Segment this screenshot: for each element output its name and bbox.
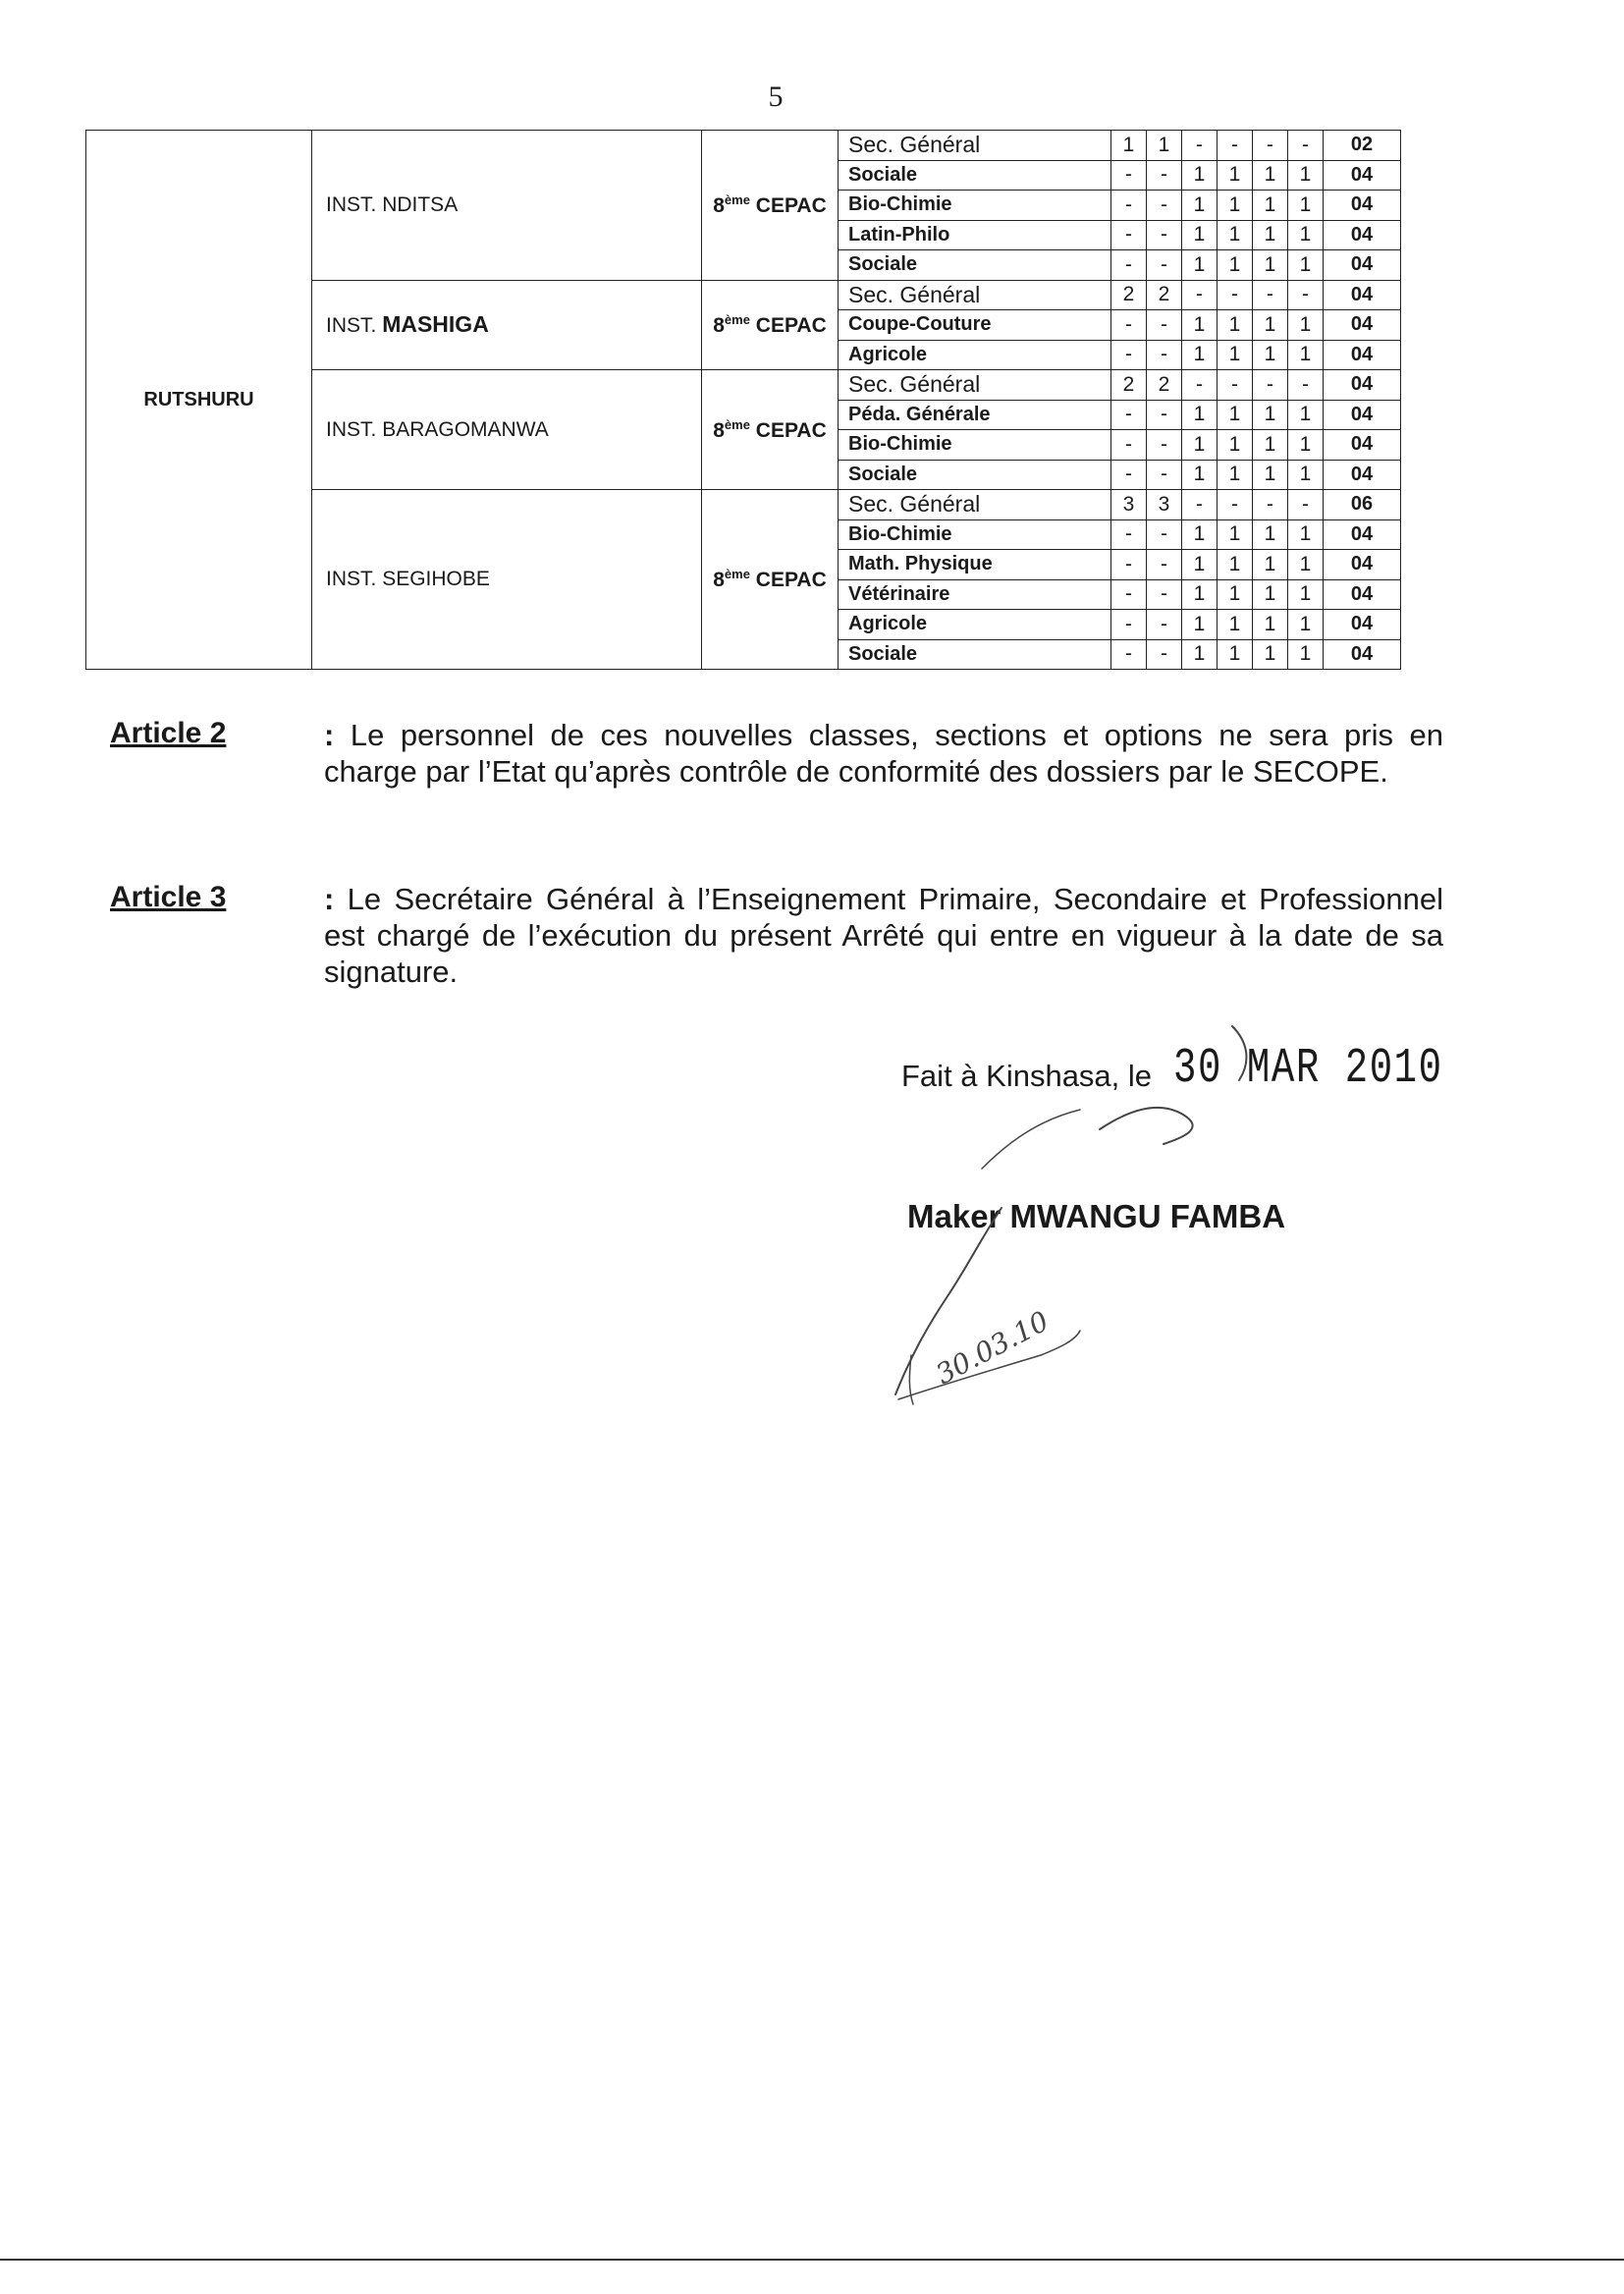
total-cell: 04 <box>1324 370 1401 401</box>
class-count-cell: - <box>1111 340 1147 370</box>
total-cell: 04 <box>1324 519 1401 550</box>
option-name: Bio-Chimie <box>839 430 1111 461</box>
institution-name: INST. BARAGOMANWA <box>312 370 702 490</box>
class-count-cell: - <box>1147 430 1182 461</box>
class-count-cell: 1 <box>1182 519 1218 550</box>
handwritten-date: 30.03.10 <box>930 1304 1055 1392</box>
class-count-cell: 1 <box>1253 430 1288 461</box>
class-count-cell: - <box>1147 250 1182 281</box>
class-count-cell: 1 <box>1218 310 1253 341</box>
total-cell: 04 <box>1324 340 1401 370</box>
class-count-cell: 1 <box>1288 550 1324 580</box>
class-count-cell: - <box>1111 610 1147 640</box>
class-count-cell: 1 <box>1253 460 1288 490</box>
class-count-cell: - <box>1253 280 1288 310</box>
page-number: 5 <box>768 81 784 113</box>
class-count-cell: - <box>1147 460 1182 490</box>
option-name: Latin-Philo <box>839 220 1111 250</box>
total-cell: 04 <box>1324 550 1401 580</box>
class-count-cell: 1 <box>1253 191 1288 221</box>
total-cell: 04 <box>1324 250 1401 281</box>
option-name: Agricole <box>839 610 1111 640</box>
class-count-cell: 1 <box>1253 639 1288 670</box>
class-count-cell: 1 <box>1218 460 1253 490</box>
option-name: Sociale <box>839 460 1111 490</box>
class-count-cell: - <box>1111 250 1147 281</box>
class-count-cell: 2 <box>1147 370 1182 401</box>
class-count-cell: 1 <box>1182 639 1218 670</box>
class-count-cell: - <box>1111 430 1147 461</box>
institution-name: INST. SEGIHOBE <box>312 490 702 670</box>
network-cell: 8ème CEPAC <box>702 131 839 281</box>
class-count-cell: - <box>1147 160 1182 191</box>
class-count-cell: 1 <box>1182 310 1218 341</box>
class-count-cell: 1 <box>1218 160 1253 191</box>
article-3-label: Article 3 <box>110 881 227 913</box>
class-count-cell: 1 <box>1218 610 1253 640</box>
class-count-cell: - <box>1182 490 1218 520</box>
class-count-cell: 1 <box>1253 310 1288 341</box>
class-count-cell: 1 <box>1111 131 1147 161</box>
class-count-cell: 1 <box>1182 220 1218 250</box>
institution-name: INST. MASHIGA <box>312 280 702 370</box>
class-count-cell: - <box>1288 280 1324 310</box>
class-count-cell: 1 <box>1182 191 1218 221</box>
class-count-cell: - <box>1253 370 1288 401</box>
total-cell: 04 <box>1324 460 1401 490</box>
total-cell: 04 <box>1324 220 1401 250</box>
class-count-cell: 1 <box>1253 400 1288 430</box>
class-count-cell: 1 <box>1253 610 1288 640</box>
class-count-cell: - <box>1111 220 1147 250</box>
class-count-cell: - <box>1253 490 1288 520</box>
class-count-cell: - <box>1147 340 1182 370</box>
class-count-cell: 1 <box>1218 550 1253 580</box>
class-count-cell: - <box>1147 610 1182 640</box>
option-name: Sociale <box>839 160 1111 191</box>
class-count-cell: 1 <box>1288 430 1324 461</box>
class-count-cell: 1 <box>1288 220 1324 250</box>
total-cell: 04 <box>1324 610 1401 640</box>
class-count-cell: - <box>1147 220 1182 250</box>
option-name: Péda. Générale <box>839 400 1111 430</box>
class-count-cell: 1 <box>1182 430 1218 461</box>
options-table <box>85 130 1401 670</box>
class-count-cell: 1 <box>1218 191 1253 221</box>
class-count-cell: 1 <box>1253 160 1288 191</box>
class-count-cell: 1 <box>1288 160 1324 191</box>
option-name: Sec. Général <box>839 280 1111 310</box>
class-count-cell: 1 <box>1288 250 1324 281</box>
total-cell: 02 <box>1324 131 1401 161</box>
option-name: Bio-Chimie <box>839 519 1111 550</box>
network-cell: 8ème CEPAC <box>702 490 839 670</box>
article-2-text: : Le personnel de ces nouvelles classes, sections et options ne sera pris en charge par l’Etat qu’après contrôle de conformité des dossiers par le SECOPE. <box>324 718 1443 789</box>
option-name: Bio-Chimie <box>839 191 1111 221</box>
class-count-cell: - <box>1147 400 1182 430</box>
class-count-cell: - <box>1288 131 1324 161</box>
class-count-cell: 1 <box>1218 519 1253 550</box>
class-count-cell: 1 <box>1218 340 1253 370</box>
article-3-text: : Le Secrétaire Général à l’Enseignement Primaire, Secondaire et Professionnel est chargé de l’exécution du présent Arrêté qui entre en vigueur à la date de sa signature. <box>324 882 1443 989</box>
class-count-cell: 1 <box>1182 579 1218 610</box>
total-cell: 04 <box>1324 160 1401 191</box>
class-count-cell: - <box>1111 310 1147 341</box>
class-count-cell: - <box>1288 370 1324 401</box>
option-name: Sociale <box>839 250 1111 281</box>
class-count-cell: 1 <box>1253 579 1288 610</box>
class-count-cell: - <box>1111 639 1147 670</box>
class-count-cell: 1 <box>1253 519 1288 550</box>
option-name: Sec. Général <box>839 490 1111 520</box>
bottom-rule <box>0 2259 1624 2261</box>
total-cell: 04 <box>1324 310 1401 341</box>
class-count-cell: 3 <box>1111 490 1147 520</box>
class-count-cell: - <box>1111 160 1147 191</box>
network-cell: 8ème CEPAC <box>702 370 839 490</box>
class-count-cell: 2 <box>1147 280 1182 310</box>
option-name: Sociale <box>839 639 1111 670</box>
class-count-cell: 2 <box>1111 370 1147 401</box>
class-count-cell: 3 <box>1147 490 1182 520</box>
class-count-cell: 1 <box>1288 191 1324 221</box>
class-count-cell: 1 <box>1253 550 1288 580</box>
option-name: Sec. Général <box>839 131 1111 161</box>
option-name: Agricole <box>839 340 1111 370</box>
class-count-cell: 1 <box>1147 131 1182 161</box>
class-count-cell: 1 <box>1288 610 1324 640</box>
article-2-label: Article 2 <box>110 717 227 749</box>
option-name: Vétérinaire <box>839 579 1111 610</box>
table-row <box>86 131 1401 161</box>
class-count-cell: - <box>1111 191 1147 221</box>
class-count-cell: 1 <box>1253 340 1288 370</box>
class-count-cell: - <box>1147 310 1182 341</box>
class-count-cell: 1 <box>1288 639 1324 670</box>
class-count-cell: - <box>1218 280 1253 310</box>
class-count-cell: 1 <box>1182 340 1218 370</box>
class-count-cell: 1 <box>1182 160 1218 191</box>
class-count-cell: 1 <box>1218 430 1253 461</box>
class-count-cell: 1 <box>1253 220 1288 250</box>
class-count-cell: 1 <box>1288 400 1324 430</box>
class-count-cell: 1 <box>1218 400 1253 430</box>
class-count-cell: 1 <box>1182 250 1218 281</box>
total-cell: 04 <box>1324 639 1401 670</box>
class-count-cell: 1 <box>1288 340 1324 370</box>
stamped-date: 30 MAR 2010 <box>1173 1041 1443 1097</box>
class-count-cell: - <box>1147 550 1182 580</box>
class-count-cell: - <box>1182 370 1218 401</box>
network-cell: 8ème CEPAC <box>702 280 839 370</box>
class-count-cell: 1 <box>1182 550 1218 580</box>
class-count-cell: - <box>1182 280 1218 310</box>
class-count-cell: 1 <box>1288 519 1324 550</box>
class-count-cell: 1 <box>1288 460 1324 490</box>
class-count-cell: - <box>1147 191 1182 221</box>
option-name: Math. Physique <box>839 550 1111 580</box>
class-count-cell: - <box>1182 131 1218 161</box>
total-cell: 04 <box>1324 579 1401 610</box>
class-count-cell: 1 <box>1253 250 1288 281</box>
class-count-cell: - <box>1218 490 1253 520</box>
class-count-cell: - <box>1111 460 1147 490</box>
class-count-cell: - <box>1111 519 1147 550</box>
option-name: Coupe-Couture <box>839 310 1111 341</box>
class-count-cell: - <box>1218 131 1253 161</box>
class-count-cell: 2 <box>1111 280 1147 310</box>
class-count-cell: 1 <box>1218 639 1253 670</box>
class-count-cell: - <box>1253 131 1288 161</box>
territory-cell: RUTSHURU <box>86 131 312 670</box>
class-count-cell: 1 <box>1182 460 1218 490</box>
class-count-cell: 1 <box>1182 400 1218 430</box>
total-cell: 04 <box>1324 191 1401 221</box>
place-date-label: Fait à Kinshasa, le <box>901 1059 1153 1093</box>
total-cell: 06 <box>1324 490 1401 520</box>
class-count-cell: 1 <box>1218 250 1253 281</box>
class-count-cell: - <box>1288 490 1324 520</box>
class-count-cell: - <box>1111 579 1147 610</box>
class-count-cell: - <box>1147 639 1182 670</box>
signatory-name: Maker MWANGU FAMBA <box>907 1198 1286 1234</box>
total-cell: 04 <box>1324 430 1401 461</box>
class-count-cell: - <box>1218 370 1253 401</box>
class-count-cell: - <box>1111 550 1147 580</box>
class-count-cell: 1 <box>1218 579 1253 610</box>
total-cell: 04 <box>1324 400 1401 430</box>
class-count-cell: 1 <box>1182 610 1218 640</box>
class-count-cell: 1 <box>1288 579 1324 610</box>
class-count-cell: - <box>1147 579 1182 610</box>
class-count-cell: - <box>1147 519 1182 550</box>
total-cell: 04 <box>1324 280 1401 310</box>
option-name: Sec. Général <box>839 370 1111 401</box>
institution-name: INST. NDITSA <box>312 131 702 281</box>
class-count-cell: 1 <box>1288 310 1324 341</box>
class-count-cell: - <box>1111 400 1147 430</box>
class-count-cell: 1 <box>1218 220 1253 250</box>
